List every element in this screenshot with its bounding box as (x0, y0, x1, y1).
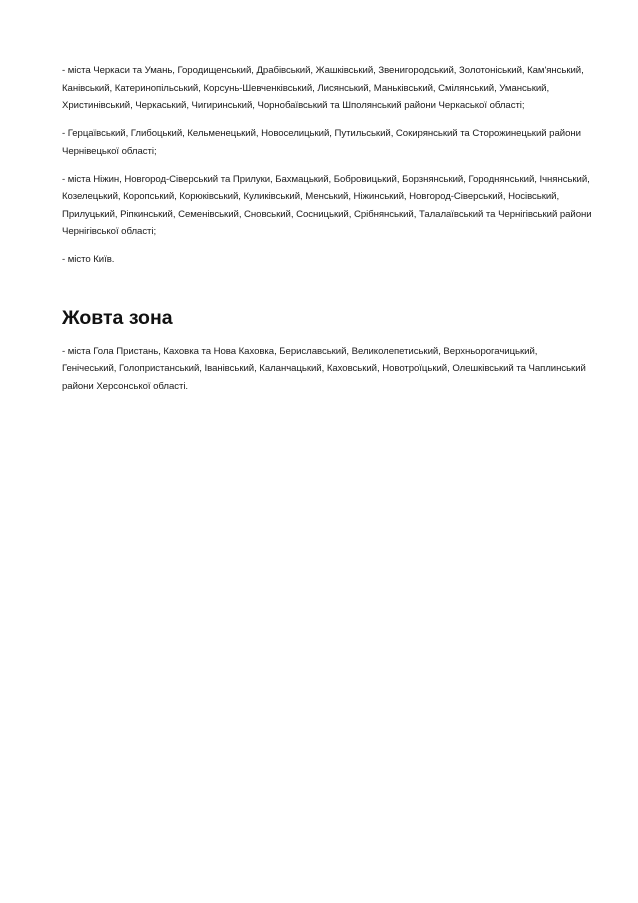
list-item-kherson: - міста Гола Пристань, Каховка та Нова Каховка, Бериславський, Великолепетиський, Верхньорогачицький, Генічеський, Голопристанський, Іванівський, Каланчацький, Каховський, Новотроїцький, Олешківський та Чаплинський райони Херсонської області. (62, 345, 586, 392)
list-item-kyiv: - місто Київ. (62, 254, 115, 265)
section-heading-yellow-zone: Жовта зона (62, 306, 173, 329)
list-item-chernihiv: - міста Ніжин, Новгород-Сіверський та Прилуки, Бахмацький, Бобровицький, Борзнянський, Городнянський, Ічнянський, Козелецький, Коропський, Корюківський, Куликівський, Менський, Ніжинський, Новгород-Сіверський, Носівський, Прилуцький, Ріпкинський, Семенівський, Сновський, Сосницький, Срібнянський, Талалаївський та Чернігівський райони Чернігівської області; (62, 173, 592, 237)
list-item-cherkasy: - міста Черкаси та Умань, Городищенський, Драбівський, Жашківський, Звенигородський, Золотоніський, Кам'янський, Канівський, Катеринопільський, Корсунь-Шевченківський, Лисянський, Маньківський, Смілянський, Уманський, Христинівський, Черкаський, Чигиринський, Чорнобаївський та Шполянський райони Черкаської області; (62, 65, 584, 111)
list-item-chernivtsi: - Герцаївський, Глибоцький, Кельменецький, Новоселицький, Путильський, Сокирянський та Сторожинецький райони Чернівецької області; (62, 128, 581, 157)
document-page (62, 62, 592, 406)
